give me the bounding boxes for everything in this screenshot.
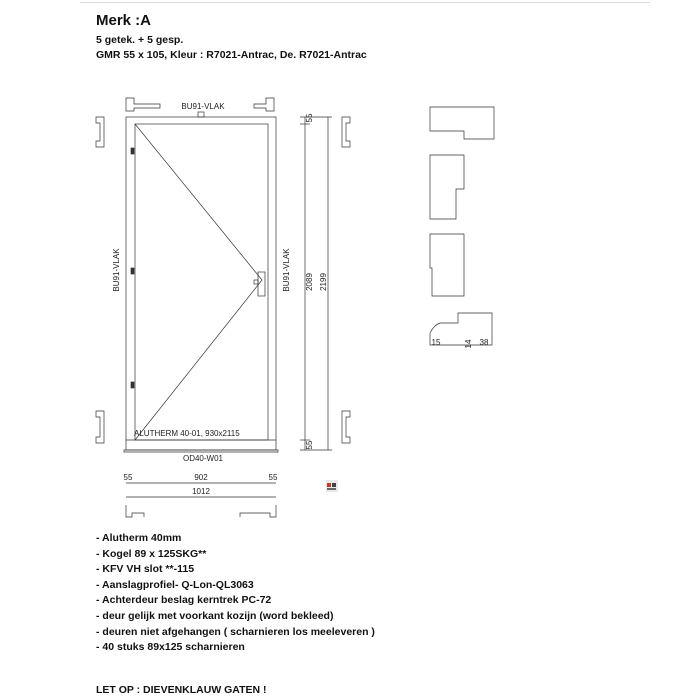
page-title: Merk :A	[96, 12, 152, 29]
side-sections-bottom	[96, 411, 350, 443]
dim-width-left: 55	[123, 473, 133, 482]
subtitle-spec: GMR 55 x 105, Kleur : R7021-Antrac, De. R7021-Antrac	[96, 49, 367, 61]
label-left-profile: BU91-VLAK	[112, 248, 121, 292]
dim-height-inner: 2089	[305, 273, 314, 291]
dim-bottom: 55	[305, 440, 314, 450]
spec-item: - Achterdeur beslag kerntrek PC-72	[96, 594, 272, 607]
dim-width-total: 1012	[192, 487, 210, 496]
subtitle-count: 5 getek. + 5 gesp.	[96, 34, 184, 46]
door-leaf	[135, 124, 268, 440]
spec-item: - Alutherm 40mm	[96, 532, 182, 544]
spec-item: - 40 stuks 89x125 scharnieren	[96, 641, 245, 654]
warning-note: LET OP : DIEVENKLAUW GATEN !	[96, 684, 267, 696]
manufacturer-logo	[326, 480, 338, 492]
label-top-profile: BU91-VLAK	[181, 102, 225, 111]
profile-section-3	[430, 234, 464, 296]
sill-outline	[124, 450, 278, 452]
door-swing-lines	[135, 124, 262, 440]
dim-height-total: 2199	[319, 273, 328, 291]
label-door-type: ALUTHERM 40-01, 930x2115	[134, 429, 240, 438]
label-right-profile: BU91-VLAK	[282, 248, 291, 292]
door-frame-outer	[126, 117, 276, 450]
spec-item: - KFV VH slot **-115	[96, 563, 195, 576]
spec-item: - deur gelijk met voorkant kozijn (word bekleed)	[96, 609, 334, 622]
profile-dim-a: 15	[431, 338, 441, 347]
label-sill: OD40-W01	[182, 454, 224, 463]
profile-dim-c: 38	[479, 338, 489, 347]
dim-width-right: 55	[268, 473, 278, 482]
spec-item: - deuren niet afgehangen ( scharnieren los meeleveren )	[96, 625, 375, 638]
profile-section-1	[430, 107, 494, 139]
spec-item: - Kogel 89 x 125SKG**	[96, 547, 207, 560]
spec-list	[96, 531, 375, 656]
lock-handle	[254, 280, 258, 284]
top-profile-marker	[198, 112, 204, 117]
dim-width-mid: 902	[194, 473, 208, 482]
dim-top: 55	[305, 113, 314, 123]
profile-dim-b: 14	[464, 339, 473, 349]
spec-item: - Aanslagprofiel- Q-Lon-QL3063	[96, 578, 254, 591]
hinges	[131, 148, 134, 388]
profile-section-2	[430, 155, 464, 219]
